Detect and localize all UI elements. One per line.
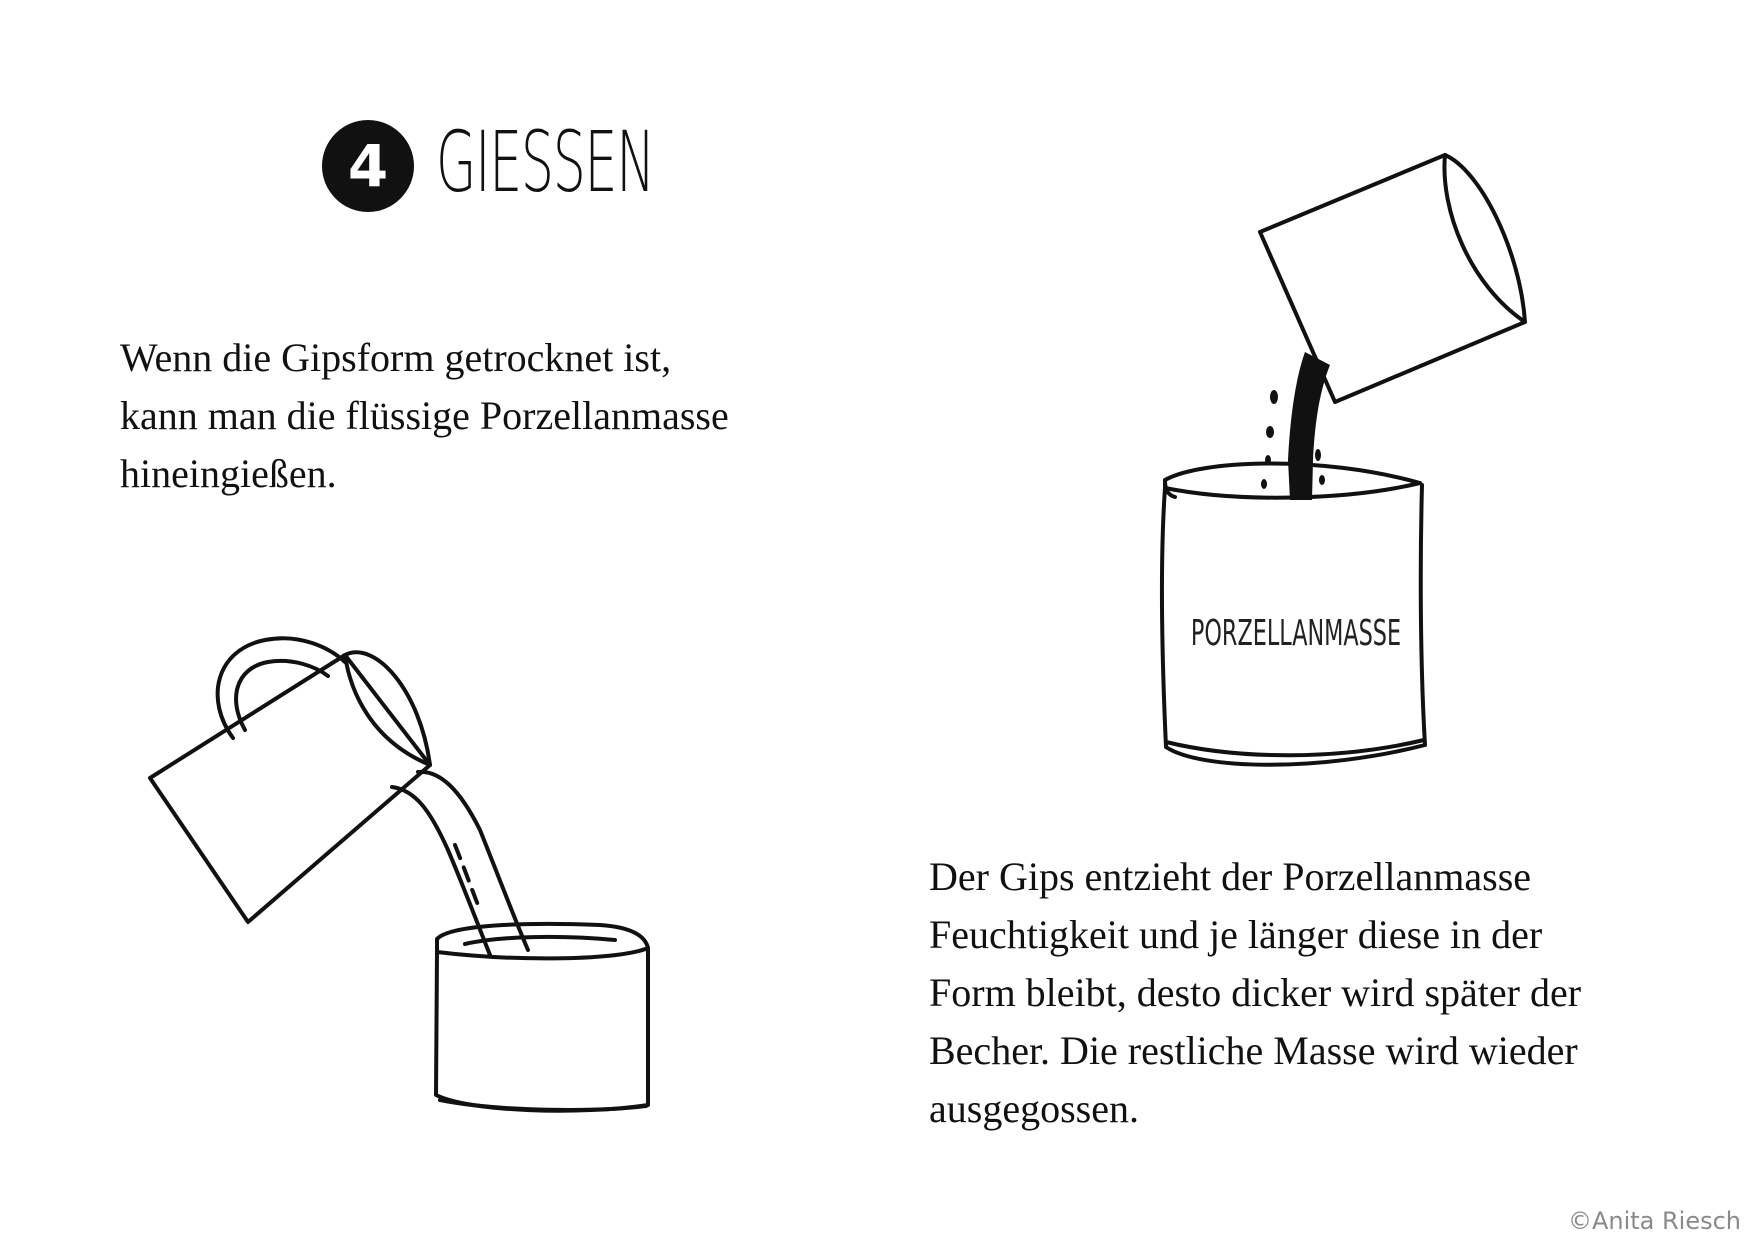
explanation-line: ausgegossen. [929,1086,1139,1131]
explanation-line: Form bleibt, desto dicker wird später der [929,970,1582,1015]
explanation-line: Becher. Die restliche Masse wird wieder [929,1028,1578,1073]
pouring-cup-icon [1260,155,1525,402]
container-label: PORZELLANMASSE [1190,612,1402,655]
intro-line: Wenn die Gipsform getrocknet ist, [120,335,672,380]
explanation-line: Der Gips entzieht der Porzellanmasse [929,854,1532,899]
explanation-line: Feuchtigkeit und je länger diese in der [929,912,1543,957]
copyright-notice: ©Anita Riesch [1567,1207,1741,1235]
mold-cup-icon [436,924,648,1111]
intro-line: hineingießen. [120,451,337,496]
jug-pouring-icon [150,638,528,955]
intro-line: kann man die flüssige Porzellanmasse [120,393,729,438]
porcelain-stream [1261,352,1330,500]
step-title: GIESSEN [436,113,654,211]
step-number-badge: 4 [322,120,414,212]
